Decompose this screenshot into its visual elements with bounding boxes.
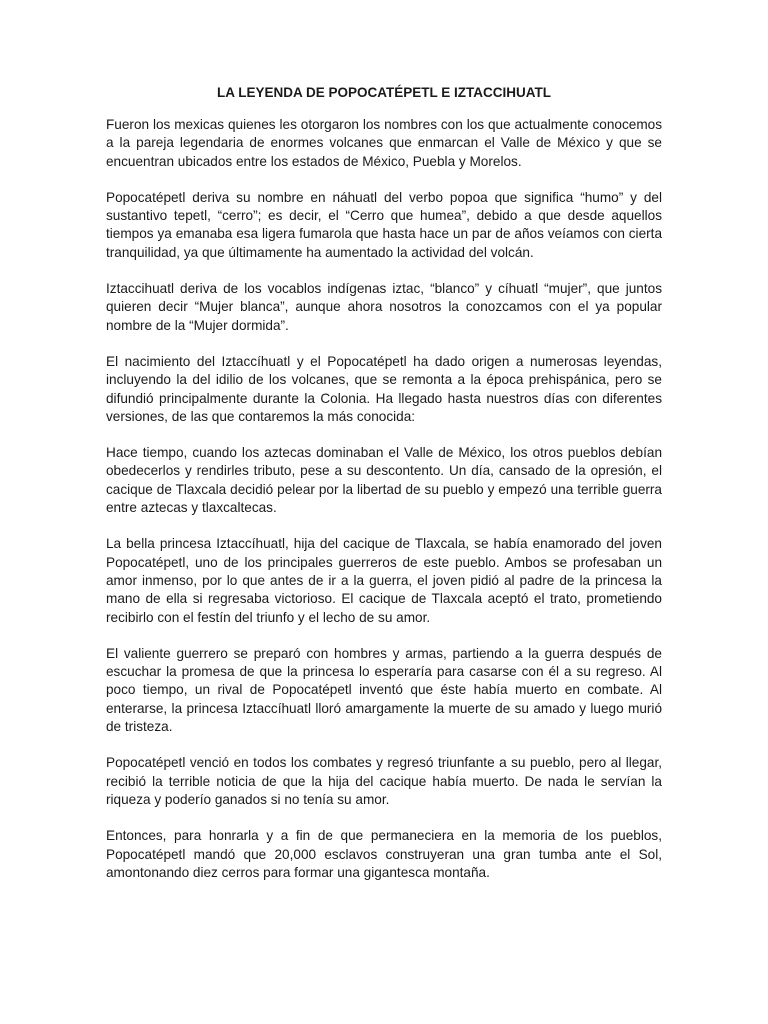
paragraph-6: La bella princesa Iztaccíhuatl, hija del cacique de Tlaxcala, se había enamorado del joven Popocatépetl, uno de los principales guerreros de este pueblo. Ambos se profesaban un amor inmenso, por lo que antes de ir a la guerra, el joven pidió al padre de la princesa la mano de ella si regresaba victorioso. El cacique de Tlaxcala aceptó el trato, prometiendo recibirlo con el festín del triunfo y el lecho de su amor.	[106, 536, 662, 625]
document-title: LA LEYENDA DE POPOCATÉPETL E IZTACCIHUATL	[216, 85, 551, 100]
paragraph-3: Iztaccihuatl deriva de los vocablos indígenas iztac, “blanco” y cíhuatl “mujer”, que juntos quieren decir “Mujer blanca”, aunque ahora nosotros la conozcamos con el ya popular nombre de la “Mujer dormida”.	[106, 281, 662, 333]
paragraph-7: El valiente guerrero se preparó con hombres y armas, partiendo a la guerra después de escuchar la promesa de que la princesa lo esperaría para casarse con él a su regreso. Al poco tiempo, un rival de Popocatépetl inventó que éste había muerto en combate. Al enterarse, la princesa Iztaccíhuatl lloró amargamente la muerte de su amado y luego murió de tristeza.	[106, 645, 662, 735]
paragraph-2: Popocatépetl deriva su nombre en náhuatl del verbo popoa que significa “humo” y del sustantivo tepetl, “cerro”; es decir, el “Cerro que humea”, debido a que desde aquellos tiempos ya emanaba esa ligera fumarola que hasta hace un par de años veíamos con cierta tranquilidad, ya que últimamente ha aumentado la actividad del volcán.	[106, 189, 662, 260]
paragraph-8: Popocatépetl venció en todos los combates y regresó triunfante a su pueblo, pero al llegar, recibió la terrible noticia de que la hija del cacique había muerto. De nada le servían la riqueza y poderío ganados si no tenía su amor.	[106, 755, 662, 807]
paragraph-4: El nacimiento del Iztaccíhuatl y el Popocatépetl ha dado origen a numerosas leyendas, incluyendo la del idilio de los volcanes, que se remonta a la época prehispánica, pero se difundió principalmente durante la Colonia. Ha llegado hasta nuestros días con diferentes versiones, de las que contaremos la más conocida:	[106, 353, 662, 424]
paragraph-9: Entonces, para honrarla y a fin de que permaneciera en la memoria de los pueblos, Popocatépetl mandó que 20,000 esclavos construyeran una gran tumba ante el Sol, amontonando diez cerros para formar una gigantesca montaña.	[106, 828, 662, 880]
paragraph-5: Hace tiempo, cuando los aztecas dominaban el Valle de México, los otros pueblos debían obedecerlos y rendirles tributo, pese a su descontento. Un día, cansado de la opresión, el cacique de Tlaxcala decidió pelear por la libertad de su pueblo y empezó una terrible guerra entre aztecas y tlaxcaltecas.	[106, 445, 662, 516]
paragraph-1: Fueron los mexicas quienes les otorgaron los nombres con los que actualmente conocemos a la pareja legendaria de enormes volcanes que enmarcan el Valle de México y que se encuentran ubicados entre los estados de México, Puebla y Morelos.	[106, 117, 662, 169]
